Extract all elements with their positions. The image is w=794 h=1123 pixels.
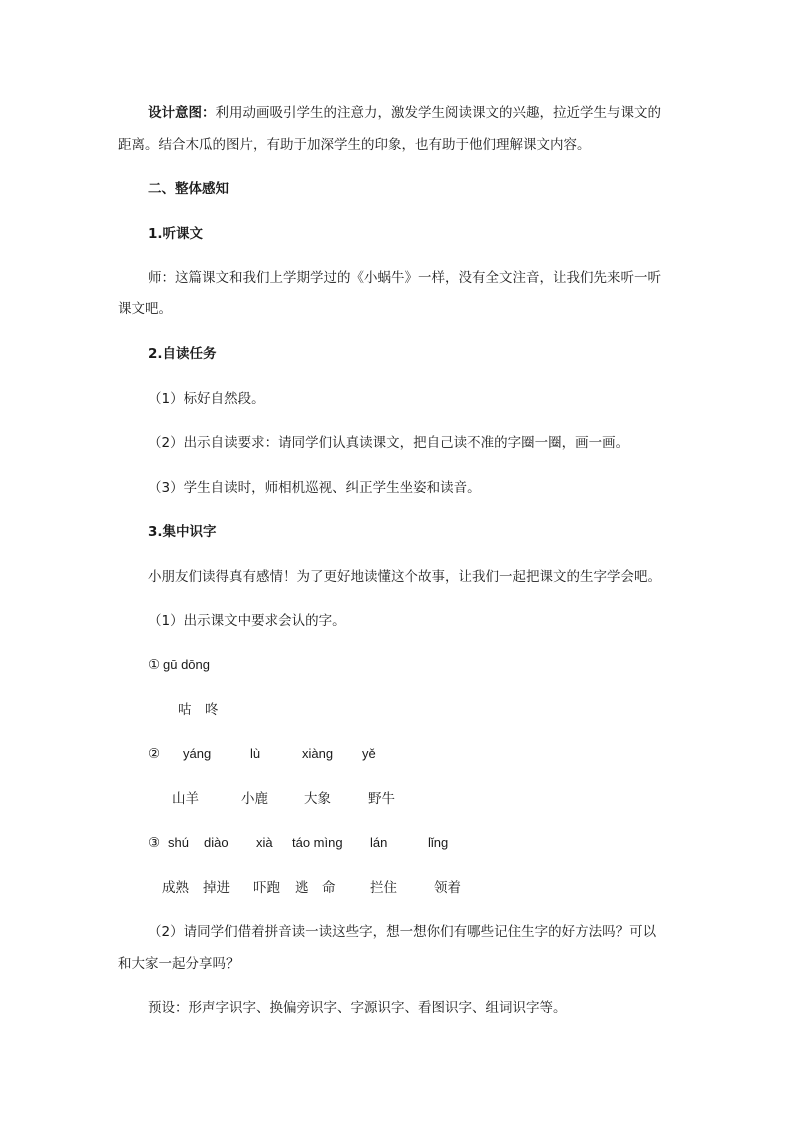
- group-2-chars-3: 大象: [304, 791, 331, 807]
- group-2-chars-4: 野牛: [368, 791, 395, 807]
- group-3-pinyin-6: lǐng: [428, 835, 449, 850]
- group-1-marker: ①: [148, 657, 161, 673]
- group-3-marker: ③: [148, 835, 161, 851]
- group-2-pinyin-1: yáng: [183, 746, 212, 761]
- self-read-heading: 2.自读任务: [148, 346, 217, 362]
- listen-text-2: 课文吧。: [118, 301, 172, 317]
- design-intent-line-2: 距离。结合木瓜的图片，有助于加深学生的印象，也有助于他们理解课文内容。: [118, 137, 591, 153]
- self-read-item-3: （3）学生自读时，师相机巡视、纠正学生坐姿和读音。: [148, 480, 481, 496]
- literacy-heading: 3.集中识字: [148, 524, 217, 540]
- group-2-pinyin-2: lù: [250, 746, 261, 761]
- section-2-heading: 二、整体感知: [148, 181, 229, 197]
- group-3-pinyin-1: shú: [168, 835, 189, 850]
- group-3-chars-6: 领着: [434, 880, 461, 896]
- literacy-step-2-line-1: （2）请同学们借着拼音读一读这些字，想一想你们有哪些记住生字的好方法吗？可以: [148, 924, 657, 940]
- group-3-pinyin-5: lán: [370, 835, 388, 850]
- group-2-marker: ②: [148, 746, 161, 762]
- design-intent-label: 设计意图：: [148, 105, 216, 121]
- group-2-chars-2: 小鹿: [241, 791, 268, 807]
- group-3-chars-3: 吓跑: [253, 880, 280, 896]
- literacy-step-2-line-2: 和大家一起分享吗？: [118, 956, 240, 972]
- group-2-pinyin-4: yě: [362, 746, 376, 761]
- self-read-item-1: （1）标好自然段。: [148, 391, 265, 407]
- group-3-chars-1: 成熟: [162, 880, 189, 896]
- design-intent-line-1: [148, 104, 661, 122]
- group-2-chars-1: 山羊: [172, 791, 199, 807]
- group-1-chars: 咕 咚: [178, 702, 219, 718]
- listen-text-1: 师：这篇课文和我们上学期学过的《小蜗牛》一样，没有全文注音，让我们先来听一听: [148, 270, 661, 286]
- group-3-chars-4: 逃 命: [295, 880, 336, 896]
- group-1-pinyin: gū dōng: [163, 657, 210, 672]
- group-3-chars-5: 拦住: [370, 880, 397, 896]
- preset-text: 预设：形声字识字、换偏旁识字、字源识字、看图识字、组词识字等。: [148, 1000, 567, 1016]
- design-intent-text-1: 利用动画吸引学生的注意力，激发学生阅读课文的兴趣，拉近学生与课文的: [215, 105, 661, 121]
- listen-heading: 1.听课文: [148, 226, 204, 242]
- self-read-item-2: （2）出示自读要求：请同学们认真读课文，把自己读不准的字圈一圈，画一画。: [148, 435, 630, 451]
- literacy-step-1: （1）出示课文中要求会认的字。: [148, 613, 346, 629]
- group-3-pinyin-4: táo mìng: [292, 835, 343, 850]
- group-3-chars-2: 掉进: [203, 880, 230, 896]
- group-2-pinyin-3: xiàng: [302, 746, 334, 761]
- literacy-intro: 小朋友们读得真有感情！为了更好地读懂这个故事，让我们一起把课文的生字学会吧。: [148, 569, 661, 585]
- group-3-pinyin-3: xià: [256, 835, 273, 850]
- group-3-pinyin-2: diào: [204, 835, 229, 850]
